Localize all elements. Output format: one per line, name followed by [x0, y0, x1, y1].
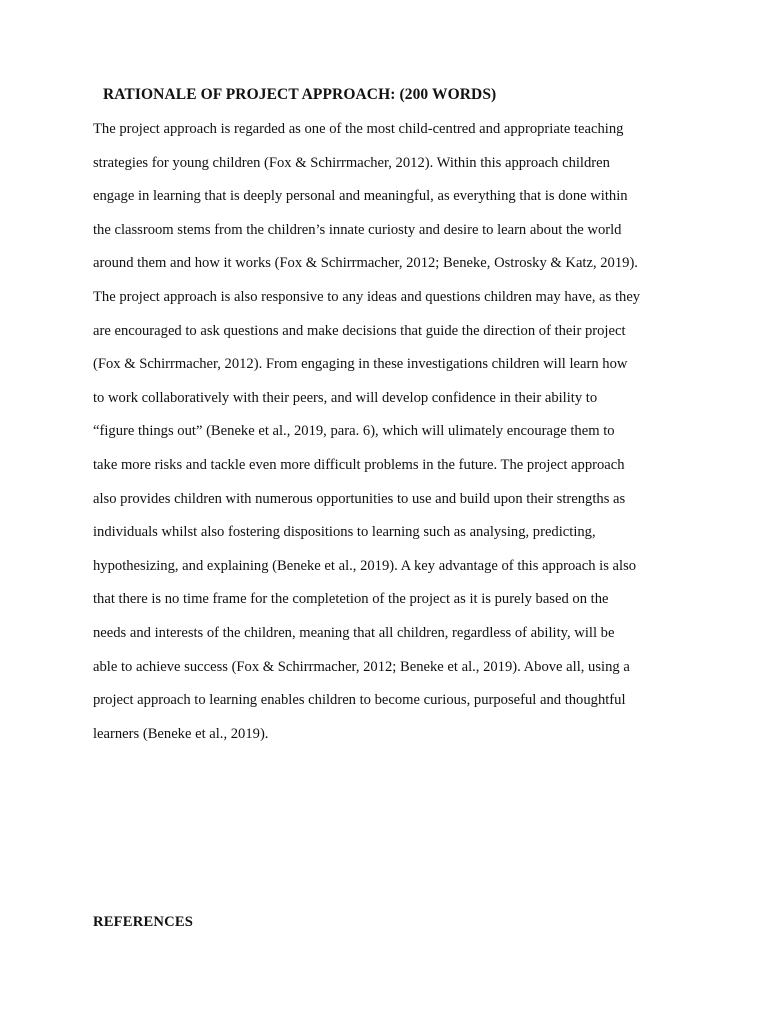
- references-heading: REFERENCES: [93, 914, 194, 930]
- paragraph-line: individuals whilst also fostering dispositions to learning such as analysing, predicting,: [93, 524, 596, 541]
- paragraph-line: engage in learning that is deeply personal and meaningful, as everything that is done within: [93, 188, 628, 205]
- paragraph-line: “figure things out” (Beneke et al., 2019, para. 6), which will ulimately encourage them to: [93, 423, 615, 440]
- paragraph-line: learners (Beneke et al., 2019).: [93, 725, 269, 742]
- paragraph-line: needs and interests of the children, meaning that all children, regardless of ability, will be: [93, 624, 615, 641]
- paragraph-line: also provides children with numerous opportunities to use and build upon their strengths as: [93, 490, 626, 507]
- paragraph-line: to work collaboratively with their peers, and will develop confidence in their ability to: [93, 389, 598, 406]
- paragraph-line: around them and how it works (Fox & Schirrmacher, 2012; Beneke, Ostrosky & Katz, 2019).: [93, 255, 638, 272]
- paragraph-line: The project approach is regarded as one of the most child-centred and appropriate teaching: [93, 121, 624, 137]
- paragraph-line: are encouraged to ask questions and make decisions that guide the direction of their project: [93, 322, 626, 339]
- paragraph-line: strategies for young children (Fox & Schirrmacher, 2012). Within this approach children: [93, 154, 610, 171]
- paragraph-line: The project approach is also responsive to any ideas and questions children may have, as they: [93, 288, 641, 305]
- paragraph-line: hypothesizing, and explaining (Beneke et al., 2019). A key advantage of this approach is also: [93, 557, 637, 574]
- paragraph-line: (Fox & Schirrmacher, 2012). From engaging in these investigations children will learn how: [93, 356, 628, 373]
- paragraph-line: able to achieve success (Fox & Schirrmacher, 2012; Beneke et al., 2019). Above all, using a: [93, 658, 630, 675]
- rationale-paragraph: [93, 117, 683, 755]
- paragraph-line: take more risks and tackle even more difficult problems in the future. The project approach: [93, 456, 625, 473]
- section-heading: RATIONALE OF PROJECT APPROACH: (200 WORDS): [103, 86, 497, 103]
- paragraph-line: that there is no time frame for the completetion of the project as it is purely based on the: [93, 591, 609, 608]
- paragraph-line: the classroom stems from the children’s innate curiosty and desire to learn about the world: [93, 221, 622, 238]
- paragraph-line: project approach to learning enables children to become curious, purposeful and thoughtful: [93, 692, 626, 709]
